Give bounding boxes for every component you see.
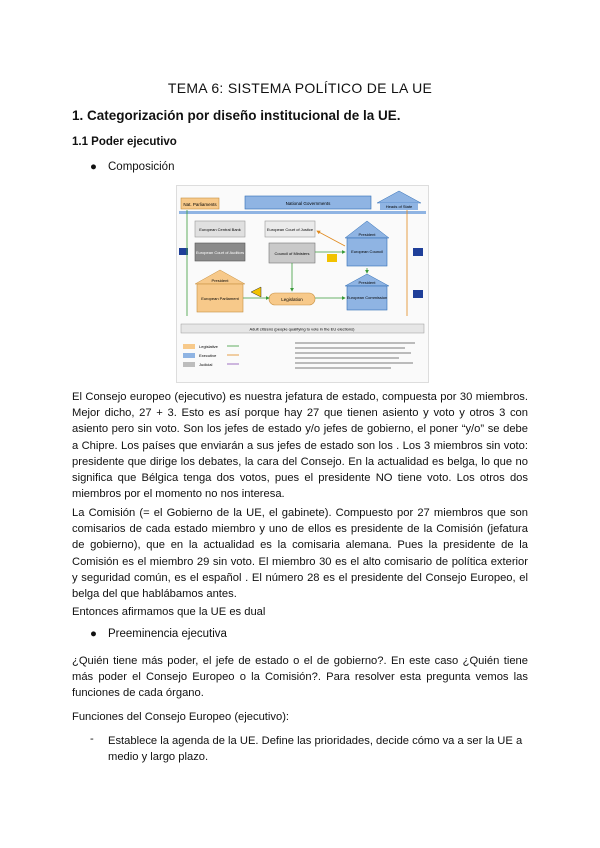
national-governments-label: National Governments (285, 201, 331, 206)
dash-item-agenda: Establece la agenda de la UE. Define las prioridades, decide cómo va a ser la UE a medio y largo plazo. (108, 735, 523, 764)
page-title: TEMA 6: SISTEMA POLÍTICO DE LA UE (167, 80, 433, 96)
bullet-icon: ● (90, 161, 97, 173)
legend-notes (295, 342, 415, 369)
heads-of-state-roof (377, 191, 421, 203)
electorate-label: Adult citizens (people qualifying to vote in the EU elections) (249, 326, 355, 332)
eu-flag-right-2 (413, 290, 423, 298)
ecb-label: European Central Bank (199, 227, 241, 232)
paragraph-comision: La Comisión (= el Gobierno de la UE, el gabinete). Compuesto por 27 miembros que son comisarios de cada estado miembro y uno de ellos es presidente de la Comisión (jefatura de gobierno), que en la actualidad es la comisaria alemana. Pues la presidente de la Comisión es el miembro 29 sin voto. El miembro 30 es el alto comisario de política exterior y seguridad común, es el español . El número 28 es el presidente del Consejo Europeo, el belga del que hablábamos antes. (72, 507, 528, 601)
legend-judicial: Judicial (199, 362, 213, 367)
ecj-label: European Court of Justice (266, 227, 314, 232)
arrow-pointer-icon (251, 287, 261, 297)
national-parliaments-label: Nat. Parliaments (183, 202, 217, 207)
bullet-item-preeminencia (90, 628, 227, 640)
section-heading: 1. Categorización por diseño institucional de la UE. (72, 108, 401, 123)
commission-label: European Commission (346, 295, 388, 300)
arrow (317, 231, 345, 246)
legislation-label: Legislation (281, 297, 303, 302)
eu-institutions-diagram (176, 185, 429, 383)
president-bottom-label: President (358, 280, 376, 285)
parliament-label: European Parliament (201, 296, 239, 301)
legend-swatch-legislative (183, 344, 195, 349)
heads-of-state-label: Heads of State (385, 204, 413, 209)
subsection-heading: 1.1 Poder ejecutivo (72, 136, 177, 148)
bullet-label: Composición (108, 161, 175, 173)
paragraph-dual: Entonces afirmamos que la UE es dual (72, 606, 266, 618)
european-council-label: European Council (351, 249, 383, 254)
paragraph-funciones: Funciones del Consejo Europeo (ejecutivo): (72, 711, 290, 723)
bullet-item-composicion (90, 161, 174, 173)
diagram-svg (177, 186, 428, 382)
paragraph-consejo: El Consejo europeo (ejecutivo) es nuestra jefatura de estado, compuesta por 30 miembros. Mejor dicho, 27 + 3. Esto es así porque hay 27 que tienen asiento y voto y otros 3 con asiento pero sin voto. Son los jefes de estado y/o jefes de gobierno, el poner “y/o” se debe a Chipre. Los países que enviarán a sus jefes de estado son los . Los 3 miembros sin voto: presidente que dirige los debates, la cara del Consejo. En la actualidad es belga, lo que no significa que Bélgica tenga dos votos, pues el presidente NO tiene voto. Los otros dos miembros por el momento no nos interesa. (72, 391, 528, 501)
court-auditors-label: European Court of Auditors (195, 250, 245, 255)
dash-marker: - (90, 733, 94, 745)
bullet-label: Preeminencia ejecutiva (108, 628, 227, 640)
paragraph-pregunta: ¿Quién tiene más poder, el jefe de estado o el de gobierno?. En este caso ¿Quién tiene más poder el Consejo Europeo o la Comisión?. Para resolver esta pregunta vemos las funciones de cada órgano. (72, 655, 528, 700)
eu-flag-right (413, 248, 423, 256)
legend-swatch-executive (183, 353, 195, 358)
legend-legislative: Legislative (199, 344, 218, 349)
president-left-label: President (211, 278, 229, 283)
top-band (179, 211, 426, 214)
bullet-icon: ● (90, 628, 97, 640)
legend-executive: Executive (199, 353, 217, 358)
president-top-label: President (358, 232, 376, 237)
legend-swatch-judicial (183, 362, 195, 367)
star-icon (327, 254, 337, 262)
council-ministers-label: Council of Ministers (274, 251, 310, 256)
